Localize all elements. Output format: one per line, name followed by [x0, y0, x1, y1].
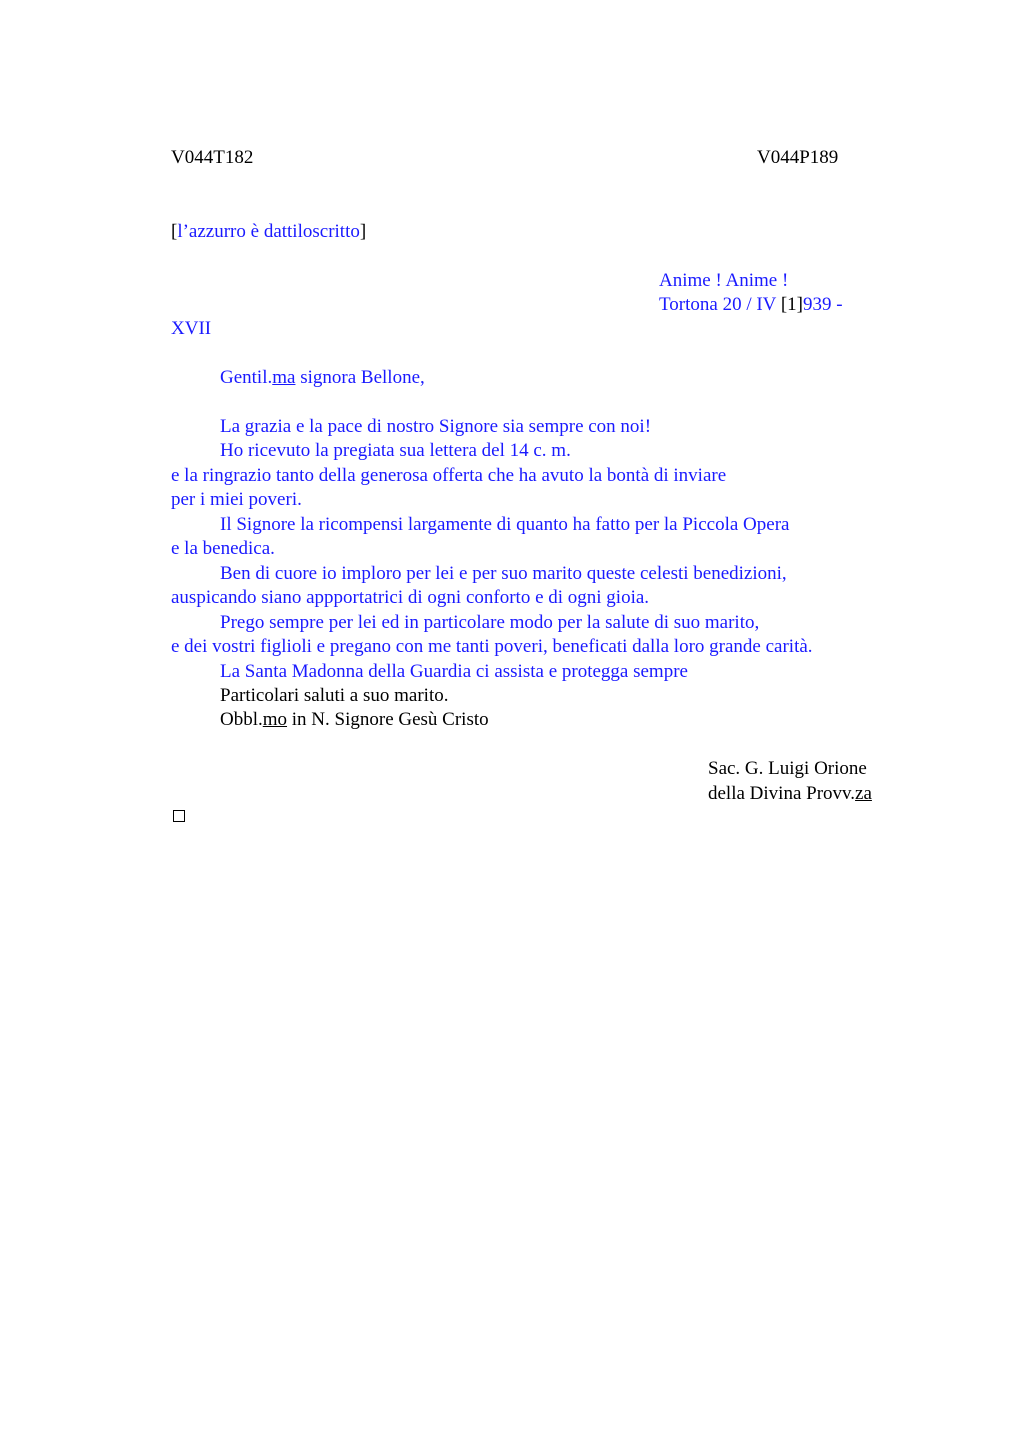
closing-suffix: in N. Signore Gesù Cristo	[287, 709, 489, 730]
salutation-prefix: Gentil.	[220, 367, 273, 388]
end-marker-square-icon	[173, 810, 185, 822]
salutation-suffix: signora Bellone,	[295, 367, 425, 388]
document-code-right: V044P189	[757, 147, 839, 168]
signature-title-abbrev: za	[855, 783, 872, 804]
body-line: Il Signore la ricompensi largamente di quanto ha fatto per la Piccola Opera	[220, 514, 790, 535]
signature-name: Sac. G. Luigi Orione	[708, 758, 867, 779]
body-line: Ho ricevuto la pregiata sua lettera del 14 c. m.	[220, 440, 571, 461]
document-code-left: V044T182	[171, 147, 254, 168]
body-line: Ben di cuore io imploro per lei e per suo marito queste celesti benedizioni,	[220, 563, 787, 584]
date-suffix: 939 -	[802, 294, 843, 315]
editorial-note	[171, 220, 366, 244]
date-line	[659, 293, 843, 317]
note-text: l’azzurro è dattiloscritto	[177, 221, 360, 242]
body-line: e la ringrazio tanto della generosa offerta che ha avuto la bontà di inviare	[171, 465, 727, 486]
body-line: per i miei poveri.	[171, 489, 302, 510]
greetings-line: Particolari saluti a suo marito.	[220, 685, 449, 706]
body-line: e dei vostri figlioli e pregano con me tanti poveri, beneficati dalla loro grande carità.	[171, 636, 813, 657]
date-bracket: [1]	[780, 294, 803, 315]
closing-line	[220, 708, 489, 732]
date-prefix: Tortona 20 / IV	[659, 294, 781, 315]
body-line: auspicando siano appportatrici di ogni conforto e di ogni gioia.	[171, 587, 650, 608]
note-open-bracket: [	[171, 221, 178, 242]
body-line: e la benedica.	[171, 538, 275, 559]
closing-abbrev: mo	[262, 709, 288, 730]
era-line: XVII	[171, 318, 212, 339]
body-line: La Santa Madonna della Guardia ci assista e protegga sempre	[220, 661, 688, 682]
motto: Anime ! Anime !	[659, 270, 789, 291]
body-line: Prego sempre per lei ed in particolare modo per la salute di suo marito,	[220, 612, 760, 633]
closing-prefix: Obbl.	[220, 709, 263, 730]
signature-title	[708, 782, 872, 806]
salutation	[220, 366, 425, 390]
note-close-bracket: ]	[359, 221, 367, 242]
signature-title-prefix: della Divina Provv.	[708, 783, 856, 804]
salutation-abbrev: ma	[272, 367, 296, 388]
body-line: La grazia e la pace di nostro Signore sia sempre con noi!	[220, 416, 652, 437]
